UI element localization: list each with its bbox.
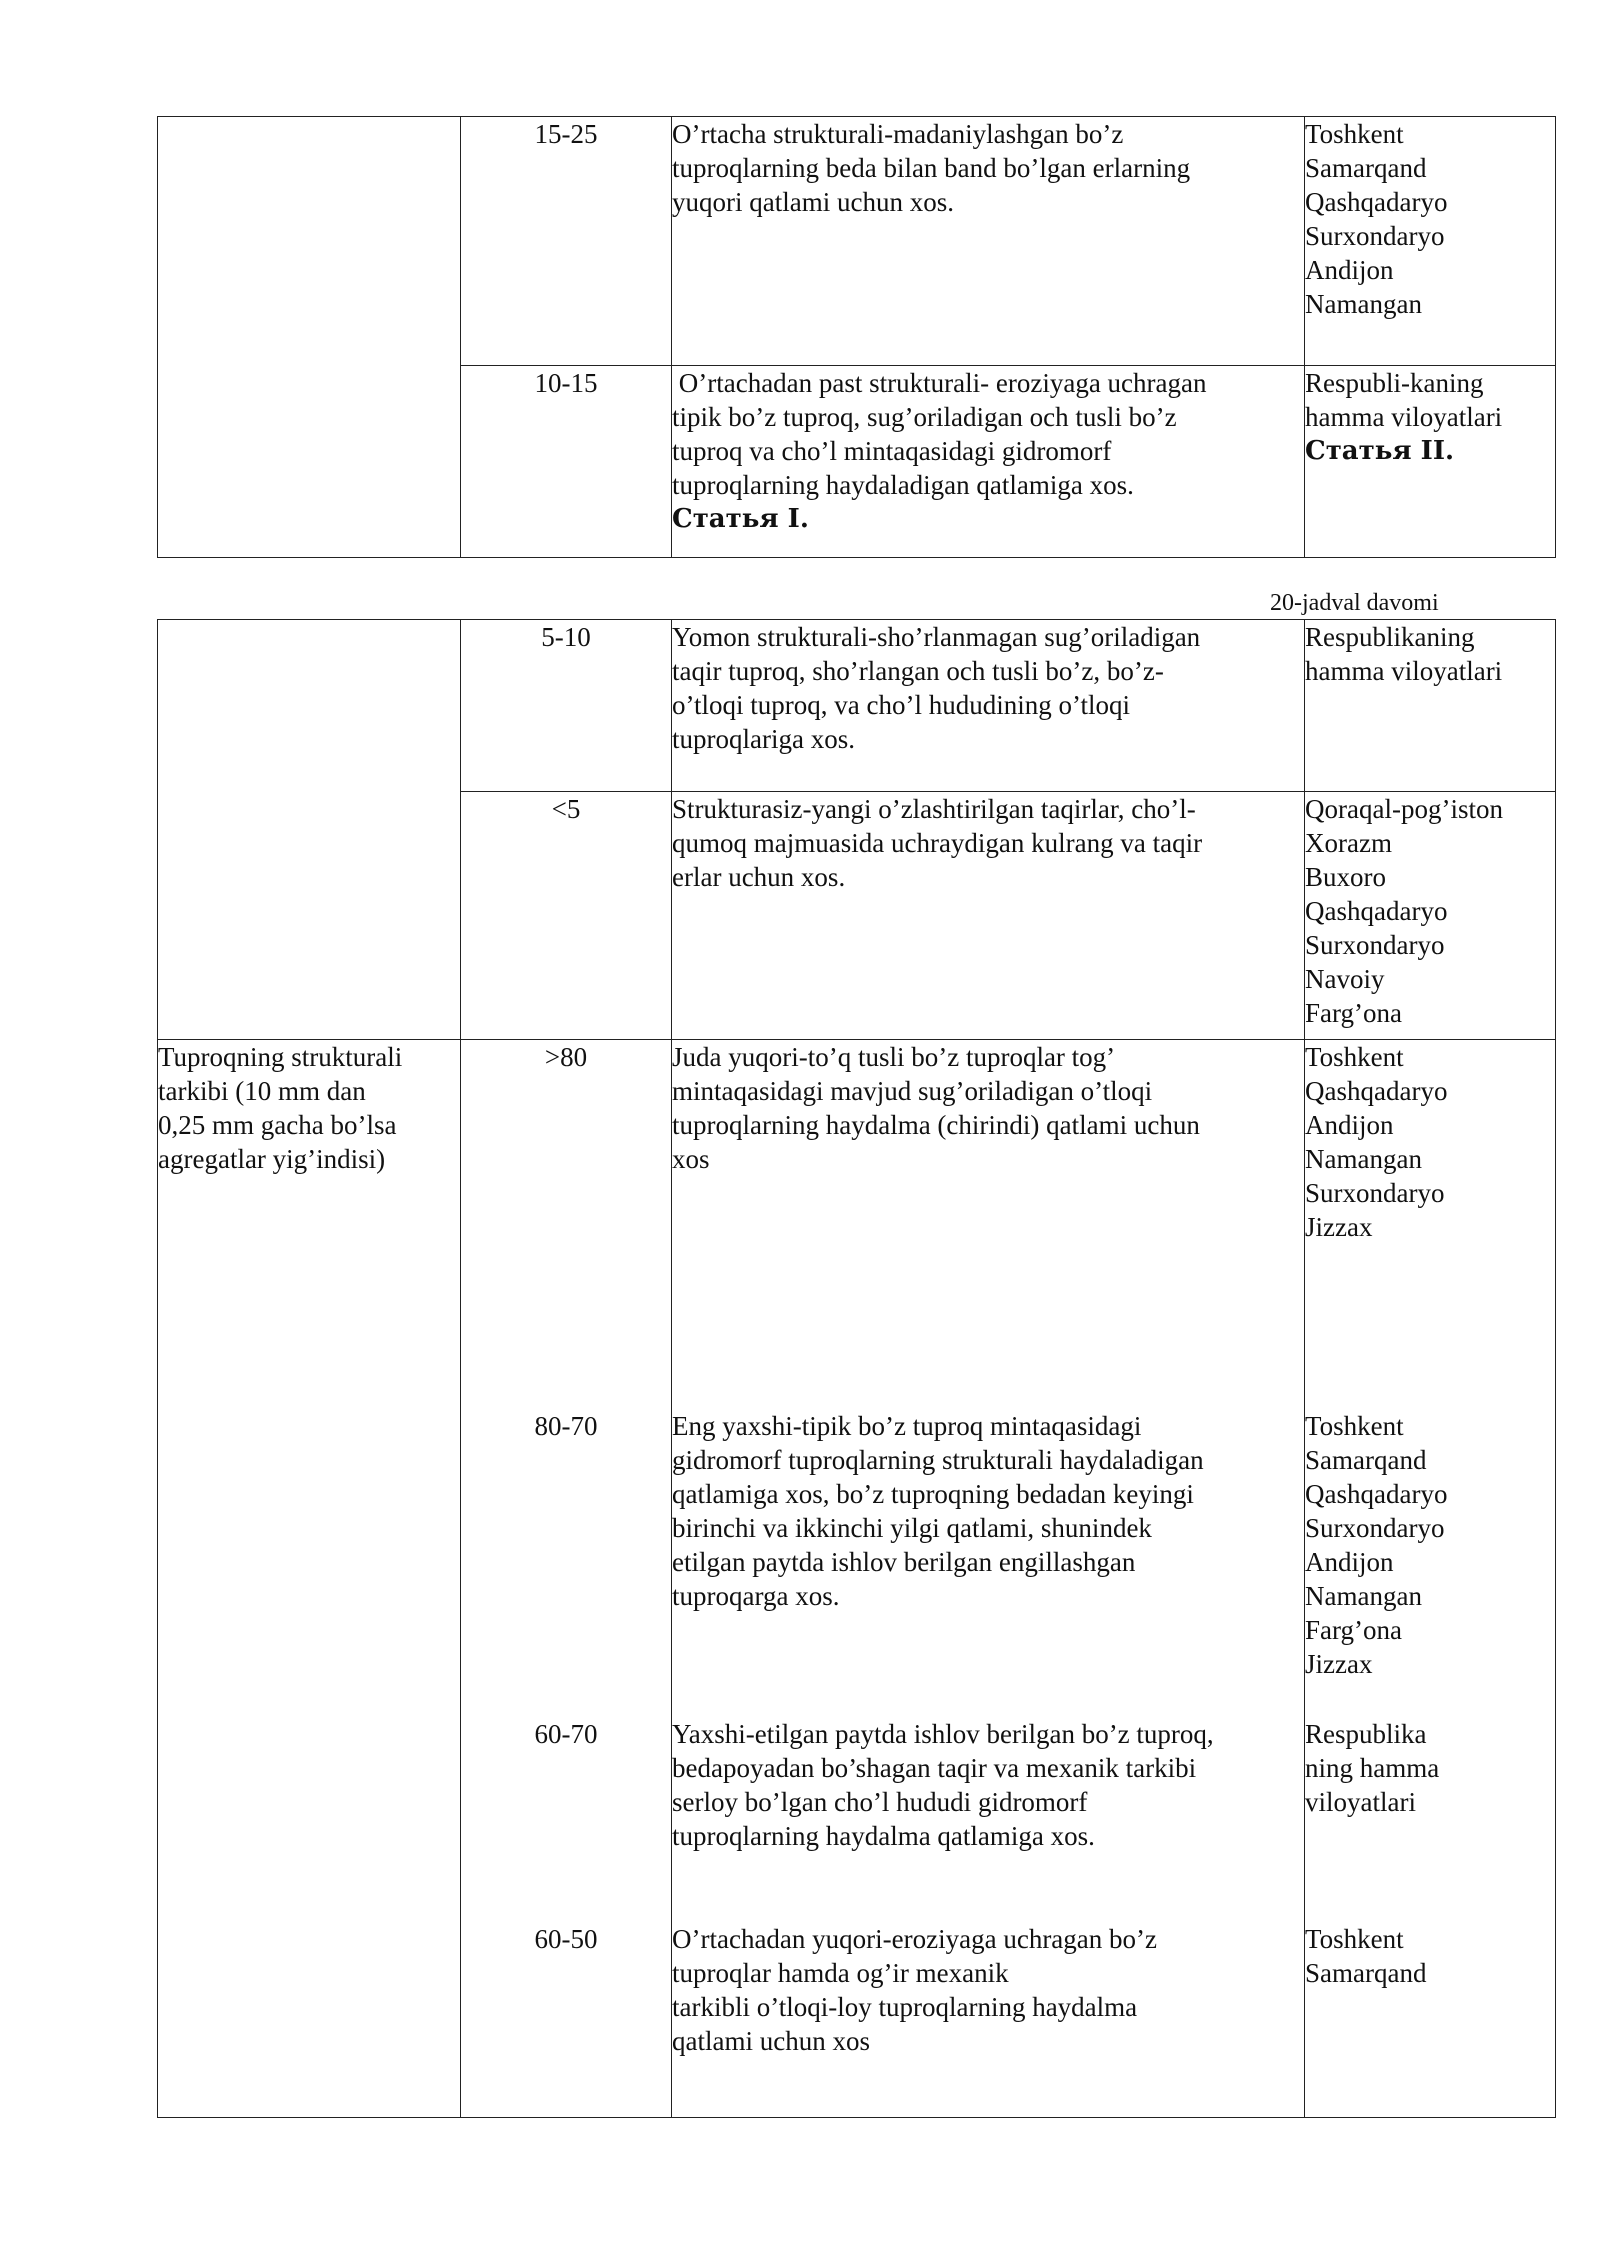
value-cell: 10-15: [461, 366, 672, 558]
description-cell: [672, 620, 1305, 792]
soil-structure-table-part-2: [157, 619, 1556, 2118]
description-line: Juda yuqori-to’q tusli bo’z tuproqlar tog’: [672, 1042, 1116, 1072]
category-line: tarkibi (10 mm dan: [158, 1076, 366, 1106]
description-line: o’tloqi tuproq, va cho’l hududining o’tloqi: [672, 690, 1130, 720]
category-line: 0,25 mm gacha bo’lsa: [158, 1110, 397, 1140]
region-name: Buxoro: [1305, 862, 1386, 892]
description-line: gidromorf tuproqlarning strukturali haydaladigan: [672, 1444, 1204, 1475]
region-name: Surxondaryo: [1305, 1512, 1445, 1543]
description-line: O’rtacha strukturali-madaniylashgan bo’z: [672, 119, 1124, 149]
region-name: Samarqand: [1305, 1957, 1427, 1988]
region-name: Samarqand: [1305, 1444, 1427, 1475]
article-heading: Статья I.: [672, 504, 809, 534]
region-name: Farg’ona: [1305, 1614, 1402, 1645]
description-line: birinchi va ikkinchi yilgi qatlami, shunindek: [672, 1512, 1152, 1543]
region-name: Qashqadaryo: [1305, 187, 1448, 217]
description-line: taqir tuproq, sho’rlangan och tusli bo’z, bo’z-: [672, 656, 1164, 686]
regions-cell: [1305, 1040, 1556, 1409]
description-line: O’rtachadan past strukturali- eroziyaga uchragan: [672, 368, 1207, 398]
region-name: Navoiy: [1305, 964, 1385, 994]
description-line: yuqori qatlami uchun xos.: [672, 187, 954, 217]
regions-cell: [1305, 117, 1556, 366]
category-cell: [158, 1040, 461, 2118]
region-name: Toshkent: [1305, 1923, 1404, 1954]
table-row: [158, 117, 1556, 366]
region-name: Namangan: [1305, 289, 1422, 319]
region-name: Jizzax: [1305, 1212, 1373, 1242]
description-line: tuproqlarning haydalma qatlamiga xos.: [672, 1820, 1095, 1851]
description-line: serloy bo’lgan cho’l hududi gidromorf: [672, 1786, 1088, 1817]
table-row: [158, 1040, 1556, 1409]
description-cell: [672, 1409, 1305, 1717]
regions-cell: [1305, 1922, 1556, 2118]
region-name: Xorazm: [1305, 828, 1392, 858]
region-name: Qashqadaryo: [1305, 1478, 1448, 1509]
region-name: Namangan: [1305, 1144, 1422, 1174]
region-name: hamma viloyatlari: [1305, 656, 1503, 686]
description-line: tipik bo’z tuproq, sug’oriladigan och tusli bo’z: [672, 402, 1177, 432]
table-caption: 20-jadval davomi: [1270, 590, 1439, 616]
regions-cell: [1305, 792, 1556, 1040]
description-line: tuproqarga xos.: [672, 1580, 840, 1611]
description-line: Yaxshi-etilgan paytda ishlov berilgan bo’z tuproq,: [672, 1718, 1214, 1749]
region-name: Namangan: [1305, 1580, 1422, 1611]
region-name: Qashqadaryo: [1305, 896, 1448, 926]
value-cell: 15-25: [461, 117, 672, 366]
description-line: qumoq majmuasida uchraydigan kulrang va taqir: [672, 828, 1203, 858]
description-line: tuproqlar hamda og’ir mexanik: [672, 1957, 1009, 1988]
description-line: etilgan paytda ishlov berilgan engillashgan: [672, 1546, 1136, 1577]
description-line: erlar uchun xos.: [672, 862, 846, 892]
region-name: Andijon: [1305, 1110, 1394, 1140]
description-line: tuproqlarning haydalma (chirindi) qatlami uchun: [672, 1110, 1200, 1140]
regions-cell: [1305, 1717, 1556, 1922]
description-line: bedapoyadan bo’shagan taqir va mexanik tarkibi: [672, 1752, 1197, 1783]
region-name: Surxondaryo: [1305, 930, 1445, 960]
value-cell: 60-70: [461, 1717, 672, 1922]
description-line: Yomon strukturali-sho’rlanmagan sug’oriladigan: [672, 622, 1201, 652]
region-name: Surxondaryo: [1305, 1178, 1445, 1208]
description-cell: [672, 792, 1305, 1040]
description-line: tuproqlarning haydaladigan qatlamiga xos.: [672, 470, 1134, 500]
description-cell: [672, 366, 1305, 558]
description-line: Eng yaxshi-tipik bo’z tuproq mintaqasidagi: [672, 1410, 1142, 1441]
category-line: Tuproqning strukturali: [158, 1042, 403, 1072]
region-name: Andijon: [1305, 255, 1394, 285]
regions-cell: [1305, 366, 1556, 558]
value-cell: <5: [461, 792, 672, 1040]
region-name: Surxondaryo: [1305, 221, 1445, 251]
description-cell: [672, 1040, 1305, 1409]
region-name: ning hamma: [1305, 1752, 1440, 1783]
value-cell: 5-10: [461, 620, 672, 792]
description-cell: [672, 1922, 1305, 2118]
value-cell: >80: [461, 1040, 672, 1409]
region-name: Respublika: [1305, 1718, 1427, 1749]
value-cell: 60-50: [461, 1922, 672, 2118]
description-line: Strukturasiz-yangi o’zlashtirilgan taqirlar, cho’l-: [672, 794, 1196, 824]
value-cell: 80-70: [461, 1409, 672, 1717]
article-heading: Статья II.: [1305, 436, 1455, 466]
category-cell-empty: [158, 117, 461, 558]
regions-cell: [1305, 1409, 1556, 1717]
description-line: qatlami uchun xos: [672, 2025, 870, 2056]
region-name: Andijon: [1305, 1546, 1394, 1577]
table-row: [158, 620, 1556, 792]
description-line: tuproqlariga xos.: [672, 724, 855, 754]
description-line: mintaqasidagi mavjud sug’oriladigan o’tloqi: [672, 1076, 1153, 1106]
category-cell-empty: [158, 620, 461, 1040]
region-name: Samarqand: [1305, 153, 1427, 183]
region-name: Respubli-kaning: [1305, 368, 1484, 398]
region-name: hamma viloyatlari: [1305, 402, 1503, 432]
description-line: O’rtachadan yuqori-eroziyaga uchragan bo’z: [672, 1923, 1157, 1954]
region-name: Qoraqal-pog’iston: [1305, 794, 1503, 824]
region-name: Farg’ona: [1305, 998, 1402, 1028]
region-name: Jizzax: [1305, 1648, 1373, 1679]
description-cell: [672, 117, 1305, 366]
region-name: Toshkent: [1305, 1410, 1404, 1441]
description-line: qatlamiga xos, bo’z tuproqning bedadan keyingi: [672, 1478, 1194, 1509]
description-line: xos: [672, 1144, 710, 1174]
region-name: Respublikaning: [1305, 622, 1475, 652]
soil-structure-table-part-1: [157, 116, 1556, 558]
description-line: tuproqlarning beda bilan band bo’lgan erlarning: [672, 153, 1191, 183]
regions-cell: [1305, 620, 1556, 792]
region-name: Qashqadaryo: [1305, 1076, 1448, 1106]
region-name: Toshkent: [1305, 1042, 1404, 1072]
region-name: viloyatlari: [1305, 1786, 1416, 1817]
region-name: Toshkent: [1305, 119, 1404, 149]
category-line: agregatlar yig’indisi): [158, 1144, 386, 1174]
description-line: tarkibli o’tloqi-loy tuproqlarning haydalma: [672, 1991, 1138, 2022]
description-line: tuproq va cho’l mintaqasidagi gidromorf: [672, 436, 1112, 466]
description-cell: [672, 1717, 1305, 1922]
